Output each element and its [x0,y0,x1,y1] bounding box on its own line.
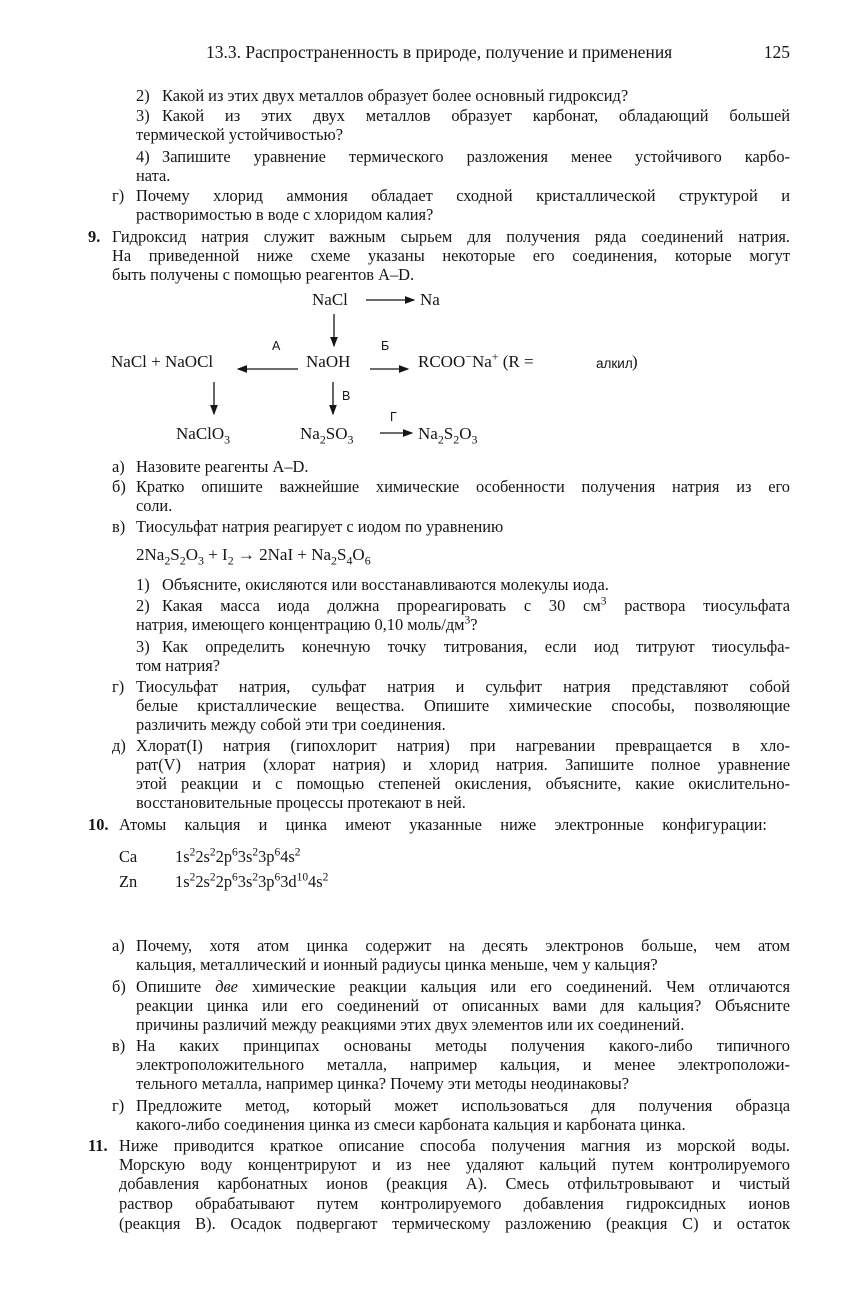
page-number: 125 [763,42,790,62]
q11-line: добавления карбонатных ионов (реакция А). Смесь отфильтровывают и чистый [119,1174,790,1193]
element-label-ca: Ca [119,847,138,866]
subitem-number: 2) [136,596,150,615]
q10-item-b-line: Опишите две химические реакции кальция или его соединений. Чем отличаются [136,977,790,996]
q11-line: (реакция В). Осадок подвергают термическому разложению (реакция С) и остаток [119,1214,790,1233]
item-label: в) [112,517,126,536]
scheme-left-products: NaCl + NaOCl [111,352,214,371]
q8-sub3-line: термической устойчивостью? [136,125,343,144]
q9-item-a: Назовите реагенты A–D. [136,457,309,476]
scheme-alkyl: алкил [596,356,633,371]
q9-item-b-line: Кратко опишите важнейшие химические особенности получения натрия из его [136,477,790,496]
label-reagent-g: Г [390,410,397,424]
q9-item-d-line: рат(V) натрия (хлорат натрия) и хлорид натрия. Запишите полное уравнение [136,755,790,774]
scheme-carboxylate: RCOO−Na+ (R = [418,349,534,371]
subitem-number: 2) [136,86,150,105]
page-header [206,42,790,64]
ca-electron-config: $1s^22s^22p^63s^23p^64s^2$ [175,846,301,866]
q8-item-g-line: растворимостью в воде с хлоридом калия? [136,205,434,224]
question-number: 9. [88,227,101,246]
q9-intro-line: Гидроксид натрия служит важным сырьем для получения ряда соединений натрия. [112,227,790,246]
q11-line: раствор обрабатывают путем контролируемого добавления гидроксидных ионов [119,1194,790,1213]
subitem-number: 3) [136,106,150,125]
q8-sub3-line: Какой из этих двух металлов образует карбонат, обладающий большей [162,106,790,125]
q10-item-a-line: Почему, хотя атом цинка содержит на десять электронов больше, чем атом [136,936,790,955]
q9-item-d-line: этой реакции и с помощью степеней окисления, объясните, какие окислительно- [136,774,790,793]
scheme-nacl-top: NaCl [312,290,348,309]
thiosulfate-iodine-equation: $2Na_2S_2O_3 + I_2 \to 2NaI + Na_2S_4O_6$ [136,545,371,568]
q8-item-g-line: Почему хлорид аммония обладает сходной кристаллической структурой и [136,186,790,205]
item-label: г) [112,677,125,696]
q10-item-a-line: кальция, металлический и ионный радиусы цинка меньше, чем у кальция? [136,955,658,974]
q8-sub4-line: Запишите уравнение термического разложения менее устойчивого карбо- [162,147,790,166]
q9-item-g-line: Тиосульфат натрия, сульфат натрия и сульфит натрия представляют собой [136,677,790,696]
q9-item-d-line: восстановительные процессы протекают в ней. [136,793,466,812]
subitem-number: 4) [136,147,150,166]
scheme-na2s2o3: $Na_2S_2O_3$ [418,424,478,447]
q9-intro-line: На приведенной ниже схеме указаны некоторые его соединения, которые могут [112,246,790,265]
q8-sub2: Какой из этих двух металлов образует более основный гидроксид? [162,86,629,105]
q10-intro: Атомы кальция и цинка имеют указанные ниже электронные конфигурации: [119,815,767,834]
q9-item-g-line: белые кристаллические вещества. Опишите химические способы, позволяющие [136,696,790,715]
item-label: б) [112,977,126,996]
q10-item-b-line: причины различий между реакциями этих двух элементов или их соединений. [136,1015,685,1034]
q10-item-g-line: Предложите метод, который может использоваться для получения образца [136,1096,790,1115]
zn-electron-config: $1s^22s^22p^63s^23p^63d^{10}4s^2$ [175,871,329,891]
scheme-naoh: NaOH [306,352,351,371]
q11-line: Ниже приводится краткое описание способа получения магния из морской воды. [119,1136,790,1155]
q10-item-v-line: На каких принципах основаны методы получения какого-либо типичного [136,1036,790,1055]
q9-v-sub2-line: Какая масса иода должна прореагировать с 30 $см^3$ раствора тиосульфата [162,595,790,615]
item-label: а) [112,936,125,955]
item-label: б) [112,477,126,496]
q8-sub4-line: ната. [136,166,171,185]
q9-item-g-line: различить между собой эти три соединения. [136,715,446,734]
label-reagent-v: В [342,389,351,403]
q10-item-v-line: тельного металла, например цинка? Почему эти методы неодинаковы? [136,1074,630,1093]
subitem-number: 3) [136,637,150,656]
scheme-close-paren: ) [632,352,638,371]
item-label: г) [112,1096,125,1115]
scheme-na: Na [420,290,440,309]
q9-item-b-line: соли. [136,496,173,515]
q9-v-sub3-line: том натрия? [136,656,221,675]
item-label: в) [112,1036,126,1055]
label-reagent-b: Б [381,339,390,353]
question-number: 10. [88,815,109,834]
section-title: 13.3. Распространенность в природе, получение и применения [206,42,673,62]
scheme-na2so3: $Na_2SO_3$ [300,424,354,447]
q9-item-d-line: Хлорат(I) натрия (гипохлорит натрия) при нагревании превращается в хло- [136,736,790,755]
label-reagent-a: А [272,339,281,353]
item-label: г) [112,186,125,205]
q9-v-sub3-line: Как определить конечную точку титрования, если иод титруют тиосульфа- [162,637,790,656]
q10-item-v-line: электроположительного металла, например кальция, и менее электроположи- [136,1055,790,1074]
q9-item-v: Тиосульфат натрия реагирует с иодом по уравнению [136,517,504,536]
q9-intro-line: быть получены с помощью реагентов А–D. [112,265,415,284]
q10-item-b-line: реакции цинка или его соединений от описанных вами для кальция? Объясните [136,996,790,1015]
q11-line: Морскую воду концентрируют и из нее удаляют кальций путем контролируемого [119,1155,790,1174]
item-label: а) [112,457,125,476]
q9-v-sub2-line: натрия, имеющего концентрацию 0,10 моль/$дм^3$? [136,614,478,634]
q9-v-sub1: Объясните, окисляются или восстанавливаются молекулы иода. [162,575,609,594]
element-label-zn: Zn [119,872,138,891]
subitem-number: 1) [136,575,150,594]
scheme-naclo3: NaClO$_3$ [176,424,231,447]
reaction-scheme [100,286,660,450]
q10-item-g-line: какого-либо соединения цинка из смеси карбоната кальция и карбоната цинка. [136,1115,686,1134]
question-number: 11. [88,1136,108,1155]
item-label: д) [112,736,126,755]
